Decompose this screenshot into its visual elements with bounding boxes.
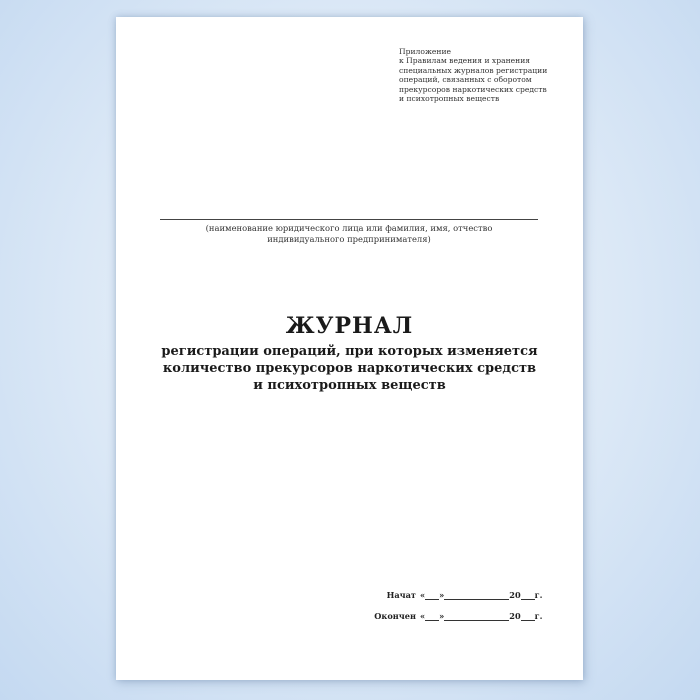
year-blank	[521, 611, 535, 621]
appendix-note	[399, 47, 569, 103]
month-blank	[444, 611, 509, 621]
end-date-label: Окончен	[374, 611, 416, 621]
open-quote: «	[420, 590, 426, 600]
month-blank	[444, 590, 509, 600]
caption-line: индивидуального предпринимателя)	[267, 234, 431, 244]
end-date-row	[364, 611, 554, 623]
close-quote: »	[439, 590, 445, 600]
subtitle-line: количество прекурсоров наркотических средств	[162, 361, 537, 376]
subtitle-line: регистрации операций, при которых изменяется	[161, 344, 538, 359]
appendix-line: специальных журналов регистрации	[399, 65, 548, 75]
appendix-line: и психотропных веществ	[399, 94, 500, 104]
open-quote: «	[420, 611, 426, 621]
start-date-row	[364, 590, 554, 602]
appendix-line: прекурсоров наркотических средств	[399, 84, 547, 94]
journal-title: ЖУРНАЛ	[285, 313, 414, 339]
year-prefix: 20	[509, 611, 521, 621]
close-quote: »	[439, 611, 445, 621]
year-suffix: г.	[534, 611, 543, 621]
appendix-line: операций, связанных с оборотом	[399, 75, 532, 85]
day-blank	[425, 611, 439, 621]
start-date-label: Начат	[386, 590, 416, 600]
caption-line: (наименование юридического лица или фамилия, имя, отчество	[205, 223, 493, 233]
organization-name-line	[160, 219, 538, 220]
appendix-line: Приложение	[399, 47, 452, 56]
year-suffix: г.	[534, 590, 543, 600]
journal-cover-page	[116, 17, 583, 680]
organization-name-caption	[160, 223, 538, 245]
subtitle-line: и психотропных веществ	[253, 378, 446, 393]
year-blank	[521, 590, 535, 600]
journal-subtitle	[116, 343, 583, 394]
day-blank	[425, 590, 439, 600]
appendix-line: к Правилам ведения и хранения	[399, 56, 531, 66]
year-prefix: 20	[509, 590, 521, 600]
